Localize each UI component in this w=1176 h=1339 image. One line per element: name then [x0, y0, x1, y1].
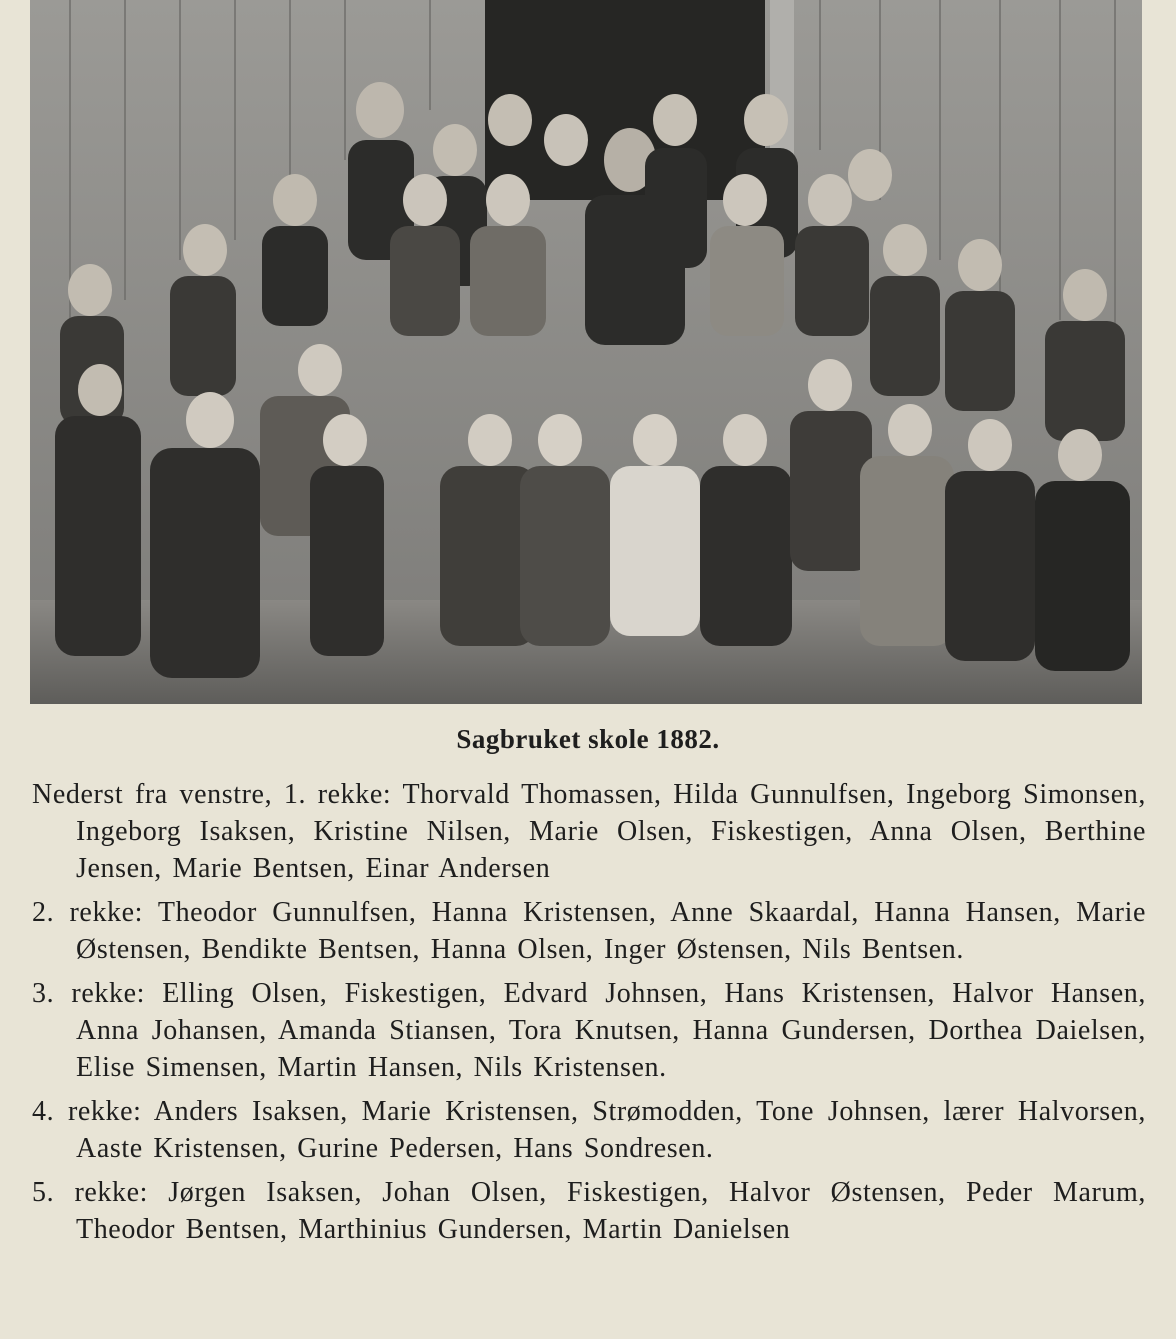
photo-caption: Sagbruket skole 1882. [456, 724, 720, 754]
row-5 [32, 1174, 1146, 1248]
photograph-image [30, 0, 1142, 704]
row-label: 5. rekke: [32, 1177, 149, 1208]
row-label: Nederst fra venstre, 1. rekke: [32, 779, 392, 810]
name-rows [32, 776, 1146, 1255]
row-label: 2. rekke: [32, 897, 144, 928]
row-4 [32, 1093, 1146, 1167]
row-2 [32, 894, 1146, 968]
row-names: Jørgen Isaksen, Johan Olsen, Fiskestigen, Halvor Østensen, Peder Marum, Theodor Bentsen, Marthinius Gundersen, Martin Danielsen [76, 1177, 1146, 1245]
row-names: Theodor Gunnulfsen, Hanna Kristensen, Anne Skaardal, Hanna Hansen, Marie Østensen, Bendikte Bentsen, Hanna Olsen, Inger Østensen, Nils Bentsen. [76, 897, 1146, 965]
row-label: 4. rekke: [32, 1096, 142, 1127]
row-label: 3. rekke: [32, 978, 145, 1009]
row-3 [32, 975, 1146, 1086]
school-class-photograph [30, 0, 1142, 704]
row-names: Anders Isaksen, Marie Kristensen, Strømodden, Tone Johnsen, lærer Halvorsen, Aaste Kristensen, Gurine Pedersen, Hans Sondresen. [76, 1096, 1146, 1164]
row-names: Thorvald Thomassen, Hilda Gunnulfsen, Ingeborg Simonsen, Ingeborg Isaksen, Kristine Nilsen, Marie Olsen, Fiskestigen, Anna Olsen, Berthine Jensen, Marie Bentsen, Einar Andersen [76, 779, 1146, 884]
row-1 [32, 776, 1146, 887]
row-names: Elling Olsen, Fiskestigen, Edvard Johnsen, Hans Kristensen, Halvor Hansen, Anna Johansen, Amanda Stiansen, Tora Knutsen, Hanna Gundersen, Dorthea Daielsen, Elise Simensen, Martin Hansen, Nils Kristensen. [76, 978, 1147, 1083]
